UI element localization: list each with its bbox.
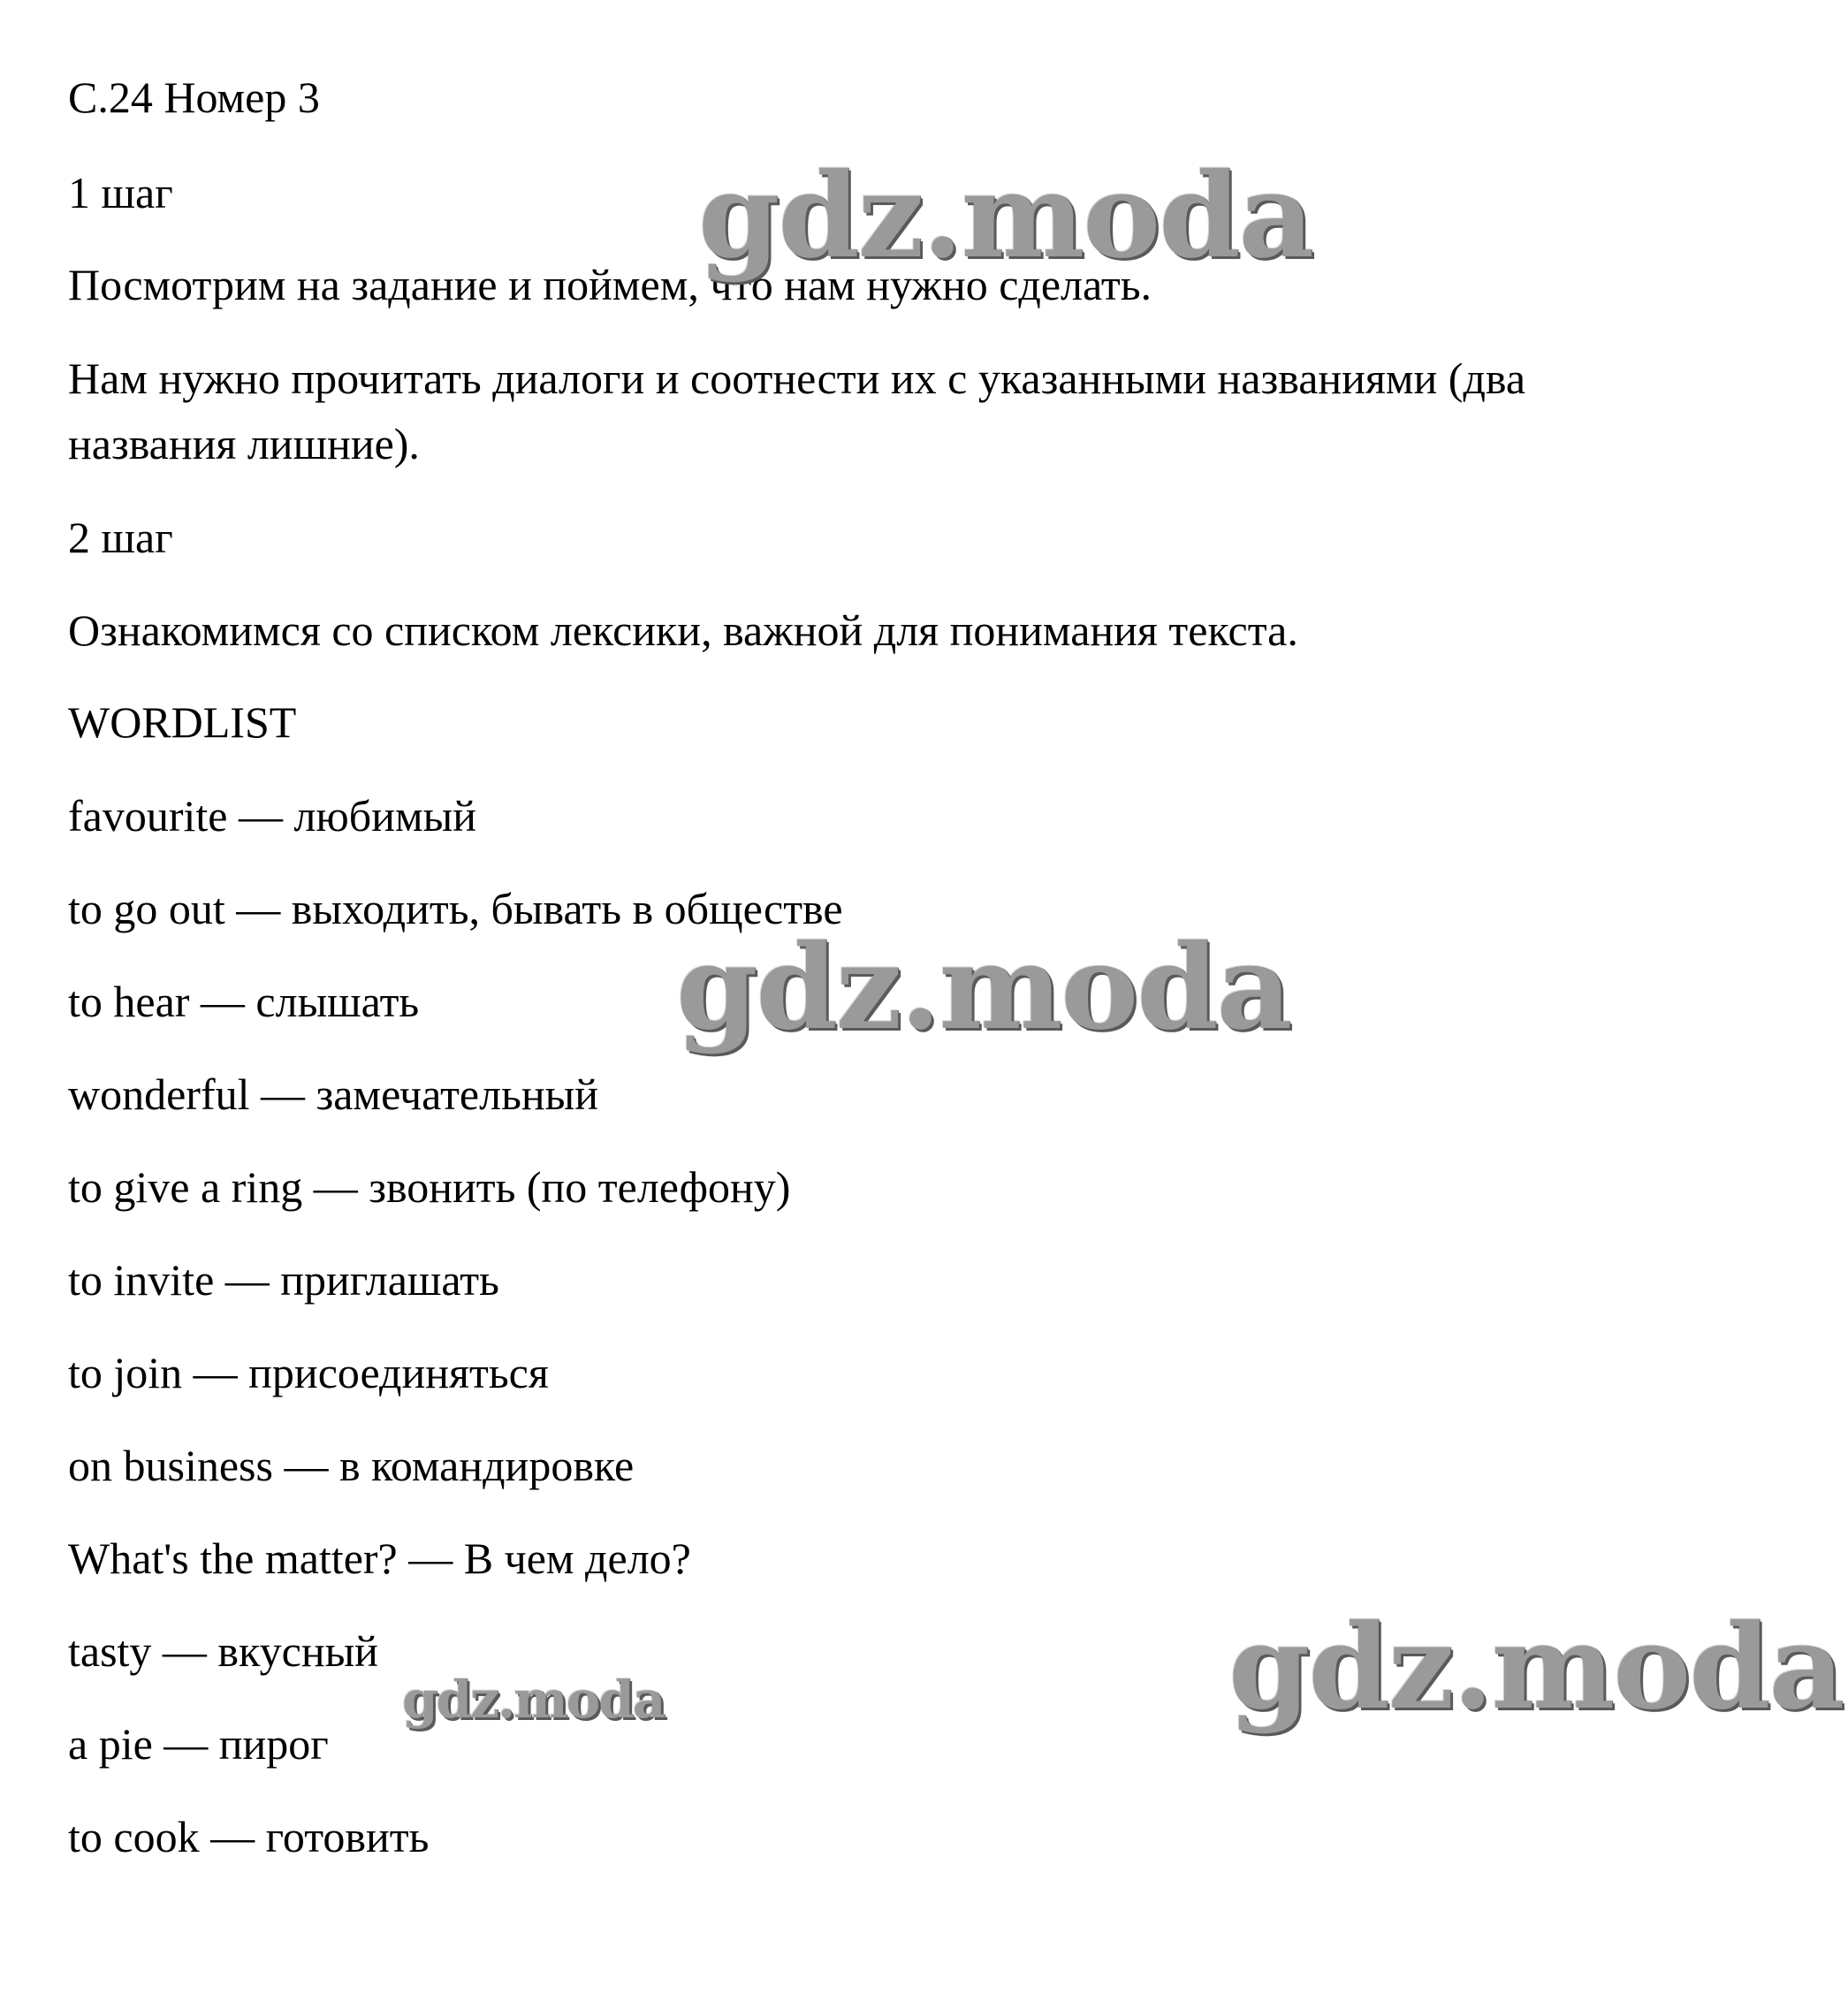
step-1-title: 1 шаг xyxy=(68,168,173,217)
watermark: gdz.moda xyxy=(698,148,1313,285)
step-1-text: Посмотрим на задание и поймем, что нам нужно сделать. xyxy=(68,260,1152,309)
step-1-task-line-1: Нам нужно прочитать диалоги и соотнести их с указанными названиями (два xyxy=(68,354,1526,403)
wordlist-item: on business — в командировке xyxy=(68,1441,635,1490)
watermark: gdz.moda xyxy=(1228,1599,1844,1736)
watermark: gdz.moda xyxy=(676,919,1291,1056)
wordlist-item: to invite — приглашать xyxy=(68,1255,499,1305)
wordlist-item: to give a ring — звонить (по телефону) xyxy=(68,1162,791,1212)
step-2-title: 2 шаг xyxy=(68,513,173,562)
wordlist-item: wonderful — замечательный xyxy=(68,1069,598,1119)
step-2-text: Ознакомимся со списком лексики, важной для понимания текста. xyxy=(68,605,1298,655)
wordlist-item: tasty — вкусный xyxy=(68,1626,378,1676)
wordlist-item: to join — присоединяться xyxy=(68,1348,549,1397)
page-reference: С.24 Номер 3 xyxy=(68,72,320,122)
wordlist-item: to hear — слышать xyxy=(68,977,420,1026)
wordlist-item: to go out — выходить, бывать в обществе xyxy=(68,884,843,933)
wordlist-item: favourite — любимый xyxy=(68,791,476,841)
wordlist-title: WORDLIST xyxy=(68,697,297,747)
wordlist-item: to cook — готовить xyxy=(68,1812,430,1861)
watermark: gdz.moda xyxy=(402,1670,665,1730)
wordlist-item: a pie — пирог xyxy=(68,1719,329,1769)
wordlist-item: What's the matter? — В чем дело? xyxy=(68,1534,691,1583)
step-1-task-line-2: названия лишние). xyxy=(68,419,420,468)
